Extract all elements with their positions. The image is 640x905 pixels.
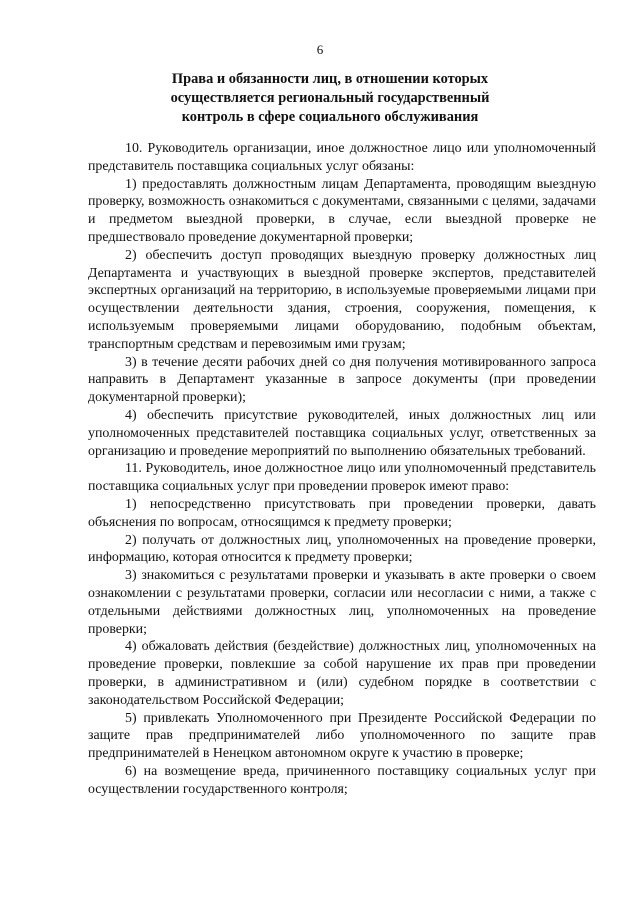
paragraph-10-item-4: 4) обеспечить присутствие руководителей, иных должностных лиц или уполномоченных представителей поставщика социальных услуг, ответственных за организацию и проведение мероприятий по выполнению обязательных требований. xyxy=(88,407,596,459)
paragraph-10-item-2: 2) обеспечить доступ проводящих выездную проверку должностных лиц Департамента и участвующих в выездной проверке экспертов, представителей экспертных организаций на территорию, в используемые проверяемыми лицами при осуществлении деятельности здания, строения, сооружения, помещения, к используемым проверяемыми лицами оборудованию, подобным объектам, транспортным средствам и перевозимым ими грузам; xyxy=(88,247,596,352)
paragraph-11-item-2: 2) получать от должностных лиц, уполномоченных на проведение проверки, информацию, которая относится к предмету проверки; xyxy=(88,532,596,566)
paragraph-11: 11. Руководитель, иное должностное лицо или уполномоченный представитель поставщика социальных услуг при проведении проверок имеют право: xyxy=(88,461,596,495)
section-title-line-1: Права и обязанности лиц, в отношении которых xyxy=(171,71,489,87)
paragraph-11-item-3: 3) знакомиться с результатами проверки и указывать в акте проверки о своем ознакомлении с результатами проверки, согласии или несогласии с ними, а также с отдельными действиями должностных лиц, уполномоченных на проведение проверки; xyxy=(88,568,596,637)
paragraph-10-item-1: 1) предоставлять должностным лицам Департамента, проводящим выездную проверку, возможность ознакомиться с документами, связанными с целями, задачами и предметом выездной проверки, в случае, если выездной проверке не предшествовало проведение документарной проверки; xyxy=(88,176,596,245)
paragraph-10-item-3: 3) в течение десяти рабочих дней со дня получения мотивированного запроса направить в Департамент указанные в запросе документы (при проведении документарной проверки); xyxy=(88,354,596,406)
paragraph-11-item-4: 4) обжаловать действия (бездействие) должностных лиц, уполномоченных на проведение проверки, повлекшие за собой нарушение их прав при проведении проверки, в административном и (или) судебном порядке в соответствии с законодательством Российской Федерации; xyxy=(88,639,596,708)
page-number: 6 xyxy=(316,42,324,57)
paragraph-11-item-5: 5) привлекать Уполномоченного при Президенте Российской Федерации по защите прав предпринимателей либо уполномоченного по защите прав предпринимателей в Ненецком автономном округе к участию в проверке; xyxy=(88,710,596,762)
section-title-line-3: контроль в сфере социального обслуживания xyxy=(181,109,479,125)
section-title-line-2: осуществляется региональный государственный xyxy=(170,90,490,106)
document-body xyxy=(88,140,596,798)
paragraph-11-item-1: 1) непосредственно присутствовать при проведении проверки, давать объяснения по вопросам, относящимся к предмету проверки; xyxy=(88,496,596,530)
section-title xyxy=(100,70,560,127)
paragraph-10: 10. Руководитель организации, иное должностное лицо или уполномоченный представитель поставщика социальных услуг обязаны: xyxy=(88,141,596,174)
paragraph-11-item-6: 6) на возмещение вреда, причиненного поставщику социальных услуг при осуществлении государственного контроля; xyxy=(88,763,596,797)
